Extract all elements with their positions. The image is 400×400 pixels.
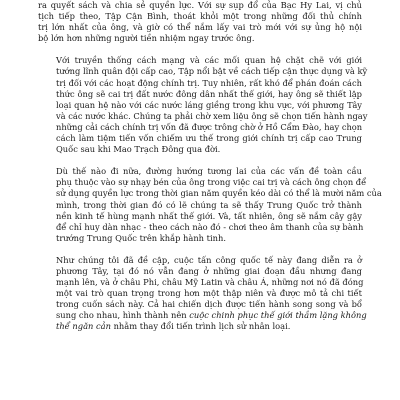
text-line: cách làm tiệm tiến vốn chiếm ưu thế trong giới chính trị cấp cao Trung: [56, 133, 362, 144]
text-line: tịch tiếp theo, Tập Cận Bình, thoát khỏi một trong những đối thủ chính: [38, 11, 362, 22]
text-run: nhằm thay đổi tiến trình lịch sử nhân loại.: [110, 321, 291, 332]
text-line: Dù thế nào đi nữa, đường hướng tương lai của các vấn đề toàn cầu: [56, 166, 362, 177]
text-line: những cải cách chính trị vốn đã được trông chờ ở Hồ Cẩm Đào, hay chọn: [56, 121, 363, 132]
paragraph-1: [38, 0, 362, 44]
paragraph-4: [38, 254, 367, 333]
paragraph-3: [38, 166, 382, 244]
text-line: bộ lớn hơn những người tiền nhiệm ngay trước ông.: [38, 33, 255, 44]
text-line: phương Tây, tại đó nó vẫn đang ở những giai đoạn đầu nhưng đang: [56, 265, 362, 276]
text-line: thức ông sẽ cai trị đất nước đông dân nhất thế giới, hay ông sẽ thiết lập: [56, 88, 362, 99]
text-line: loại quan hệ nào với các nước láng giềng trong khu vực, với phương Tây: [56, 99, 362, 110]
text-line: phụ thuộc vào sự nhạy bén của ông trong việc cai trị và cách ông chọn để: [56, 177, 367, 188]
text-line: trị lớn nhất của ông, và giờ có thể nắm lấy vai trò mới với sự ủng hộ nội: [38, 22, 362, 33]
text-line: và các nước khác. Chúng ta phải chờ xem liệu ông sẽ chọn tiến hành ngay: [56, 110, 368, 121]
text-line: Như chúng tôi đã đề cập, cuộc tấn công quốc tế này đang diễn ra ở: [56, 254, 362, 265]
body-text: [38, 0, 382, 333]
italic-phrase-continued: thể ngăn cản: [56, 321, 111, 332]
text-line: nền kinh tế hùng mạnh nhất thế giới. Và, tất nhiên, ông sẽ nắm cây gậy: [56, 210, 362, 221]
text-line: trong cuốn sách này. Cả hai chiến dịch được tiến hành song song và bổ: [56, 299, 362, 310]
text-line: [38, 310, 367, 321]
italic-phrase: cuộc chinh phục thế giới thầm lặng không: [189, 310, 367, 321]
text-line: Với truyền thống cách mạng và các mối quan hệ chặt chẽ với giới: [56, 55, 362, 66]
text-line: tướng lĩnh quân đội cấp cao, Tập nổi bật về cách tiếp cận thực dụng và kỹ: [56, 66, 368, 77]
text-run: sung cho nhau, hình thành nên: [56, 310, 190, 321]
text-line: một vai trò quan trọng trong hơn một thập niên và được mô tả chi tiết: [56, 288, 362, 299]
paragraph-2: [38, 55, 368, 155]
text-line: Quốc sau khi Mao Trạch Đông qua đời.: [56, 144, 221, 155]
text-line: trướng Trung Quốc trên khắp hành tinh.: [56, 232, 226, 243]
text-line: trị đối với các hoạt động chính trị. Tuy nhiên, rất khó để phán đoán cách: [56, 77, 362, 88]
text-line: [38, 321, 362, 332]
text-line: để chỉ huy dàn nhạc - theo cách nào đó - chơi theo âm thanh của sự bành: [56, 221, 364, 232]
text-line: mạnh lên, và ở châu Phi, châu Mỹ Latin và châu Á, những nơi nó đã đóng: [56, 277, 364, 288]
text-line: mình, trong thời gian đó có lẽ chúng ta sẽ thấy Trung Quốc trở thành: [56, 199, 362, 210]
text-line: sử dụng quyền lực trong thời gian năm quyền kéo dài có thể là mười năm của: [56, 188, 382, 199]
text-line: ra quyết sách và chia sẻ quyền lực. Với sự sụp đổ của Bạc Hy Lai, vị chủ: [38, 0, 362, 10]
